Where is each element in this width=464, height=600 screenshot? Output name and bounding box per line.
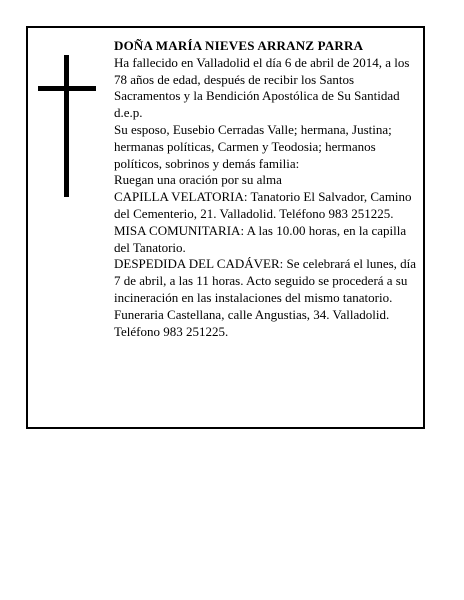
funeral-home-info: Funeraria Castellana, calle Angustias, 34. Valladolid. Teléfono 983 251225. [114,306,390,339]
prayer-request: Ruegan una oración por su alma [114,172,282,188]
death-announcement: Ha fallecido en Valladolid el día 6 de abril de 2014, a los 78 años de edad, después de recibir los Santos Sacramentos y la Bendición Apostólica de Su Santidad [114,54,410,104]
rest-in-peace: d.e.p. [114,105,143,121]
deceased-name: DOÑA MARÍA NIEVES ARRANZ PARRA [114,38,364,53]
mass-info: MISA COMUNITARIA: A las 10.00 horas, en la capilla del Tanatorio. [114,222,407,255]
farewell-info: DESPEDIDA DEL CADÁVER: Se celebrará el lunes, día 7 de abril, a las 11 horas. Acto seguido se procederá a su incineración en las instalaciones del mismo tanatorio. [114,256,417,305]
cross-vertical-bar [64,55,69,197]
cross-horizontal-bar [38,86,96,91]
obituary-text [114,38,422,340]
family-members: Su esposo, Eusebio Cerradas Valle; hermana, Justina; hermanas políticas, Carmen y Teodosia; hermanos políticos, sobrinos y demás familia: [114,121,392,171]
funeral-chapel-info: CAPILLA VELATORIA: Tanatorio El Salvador, Camino del Cementerio, 21. Valladolid. Teléfono 983 251225. [114,189,412,221]
latin-cross-icon [38,55,96,197]
